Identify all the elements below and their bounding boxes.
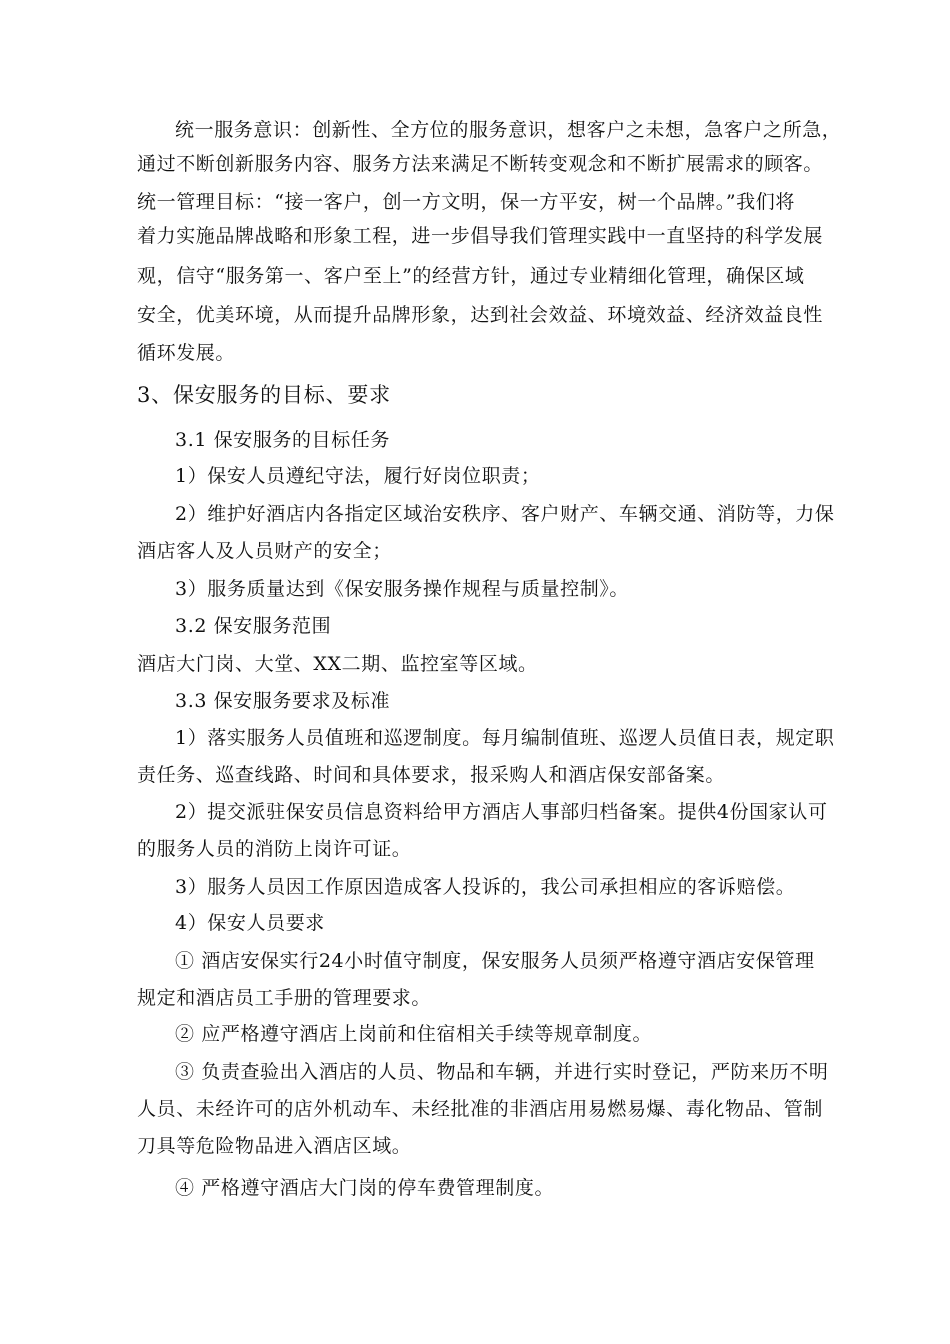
list-item-3-3-2-line-2: 的服务人员的消防上岗许可证。 — [137, 838, 412, 860]
list-item-3-3-4: 4）保安人员要求 — [175, 912, 325, 934]
subsection-title-3-1: 3.1 保安服务的目标任务 — [175, 429, 391, 451]
paragraph-service-awareness-line-2: 通过不断创新服务内容、服务方法来满足不断转变观念和不断扩展需求的顾客。 — [137, 153, 824, 175]
paragraph-service-awareness-line-1: 统一服务意识：创新性、全方位的服务意识，想客户之未想，急客户之所急， — [175, 119, 842, 141]
list-item-3-1-2-line-2: 酒店客人及人员财产的安全； — [137, 540, 392, 562]
paragraph-management-goal-line-2: 着力实施品牌战略和形象工程，进一步倡导我们管理实践中一直坚持的科学发展 — [137, 225, 824, 247]
paragraph-management-goal-line-5: 循环发展。 — [137, 342, 236, 364]
requirement-item-2: ② 应严格遵守酒店上岗前和住宿相关手续等规章制度。 — [175, 1023, 653, 1045]
subsection-title-3-2: 3.2 保安服务范围 — [175, 615, 332, 637]
list-item-3-3-1-line-2: 责任务、巡查线路、时间和具体要求，报采购人和酒店保安部备案。 — [137, 764, 726, 786]
requirement-item-1-line-1: ① 酒店安保实行24小时值守制度，保安服务人员须严格遵守酒店安保管理 — [175, 950, 815, 972]
list-item-3-1-3: 3）服务质量达到《保安服务操作规程与质量控制》。 — [175, 578, 629, 600]
requirement-item-1-line-2: 规定和酒店员工手册的管理要求。 — [137, 987, 432, 1009]
requirement-item-3-line-2: 人员、未经许可的店外机动车、未经批准的非酒店用易燃易爆、毒化物品、管制 — [137, 1098, 824, 1120]
requirement-item-3-line-3: 刀具等危险物品进入酒店区域。 — [137, 1135, 412, 1157]
requirement-item-4: ④ 严格遵守酒店大门岗的停车费管理制度。 — [175, 1177, 555, 1199]
section-heading-3: 3、保安服务的目标、要求 — [137, 383, 391, 407]
paragraph-management-goal-line-1: 统一管理目标：“接一客户，创一方文明，保一方平安，树一个品牌。”我们将 — [137, 191, 795, 213]
paragraph-management-goal-line-3: 观，信守“服务第一、客户至上”的经营方针，通过专业精细化管理，确保区域 — [137, 265, 805, 287]
subsection-title-3-3: 3.3 保安服务要求及标准 — [175, 690, 391, 712]
paragraph-management-goal-line-4: 安全，优美环境，从而提升品牌形象，达到社会效益、环境效益、经济效益良性 — [137, 304, 824, 326]
list-item-3-1-2-line-1: 2）维护好酒店内各指定区域治安秩序、客户财产、车辆交通、消防等，力保 — [175, 503, 835, 525]
list-item-3-1-1: 1）保安人员遵纪守法，履行好岗位职责； — [175, 465, 541, 487]
requirement-item-3-line-1: ③ 负责查验出入酒店的人员、物品和车辆，并进行实时登记，严防来历不明 — [175, 1061, 829, 1083]
list-item-3-3-1-line-1: 1）落实服务人员值班和巡逻制度。每月编制值班、巡逻人员值日表，规定职 — [175, 727, 835, 749]
paragraph-service-scope: 酒店大门岗、大堂、XX二期、监控室等区域。 — [137, 653, 538, 675]
list-item-3-3-2-line-1: 2）提交派驻保安员信息资料给甲方酒店人事部归档备案。提供4份国家认可 — [175, 801, 828, 823]
list-item-3-3-3: 3）服务人员因工作原因造成客人投诉的，我公司承担相应的客诉赔偿。 — [175, 876, 796, 898]
